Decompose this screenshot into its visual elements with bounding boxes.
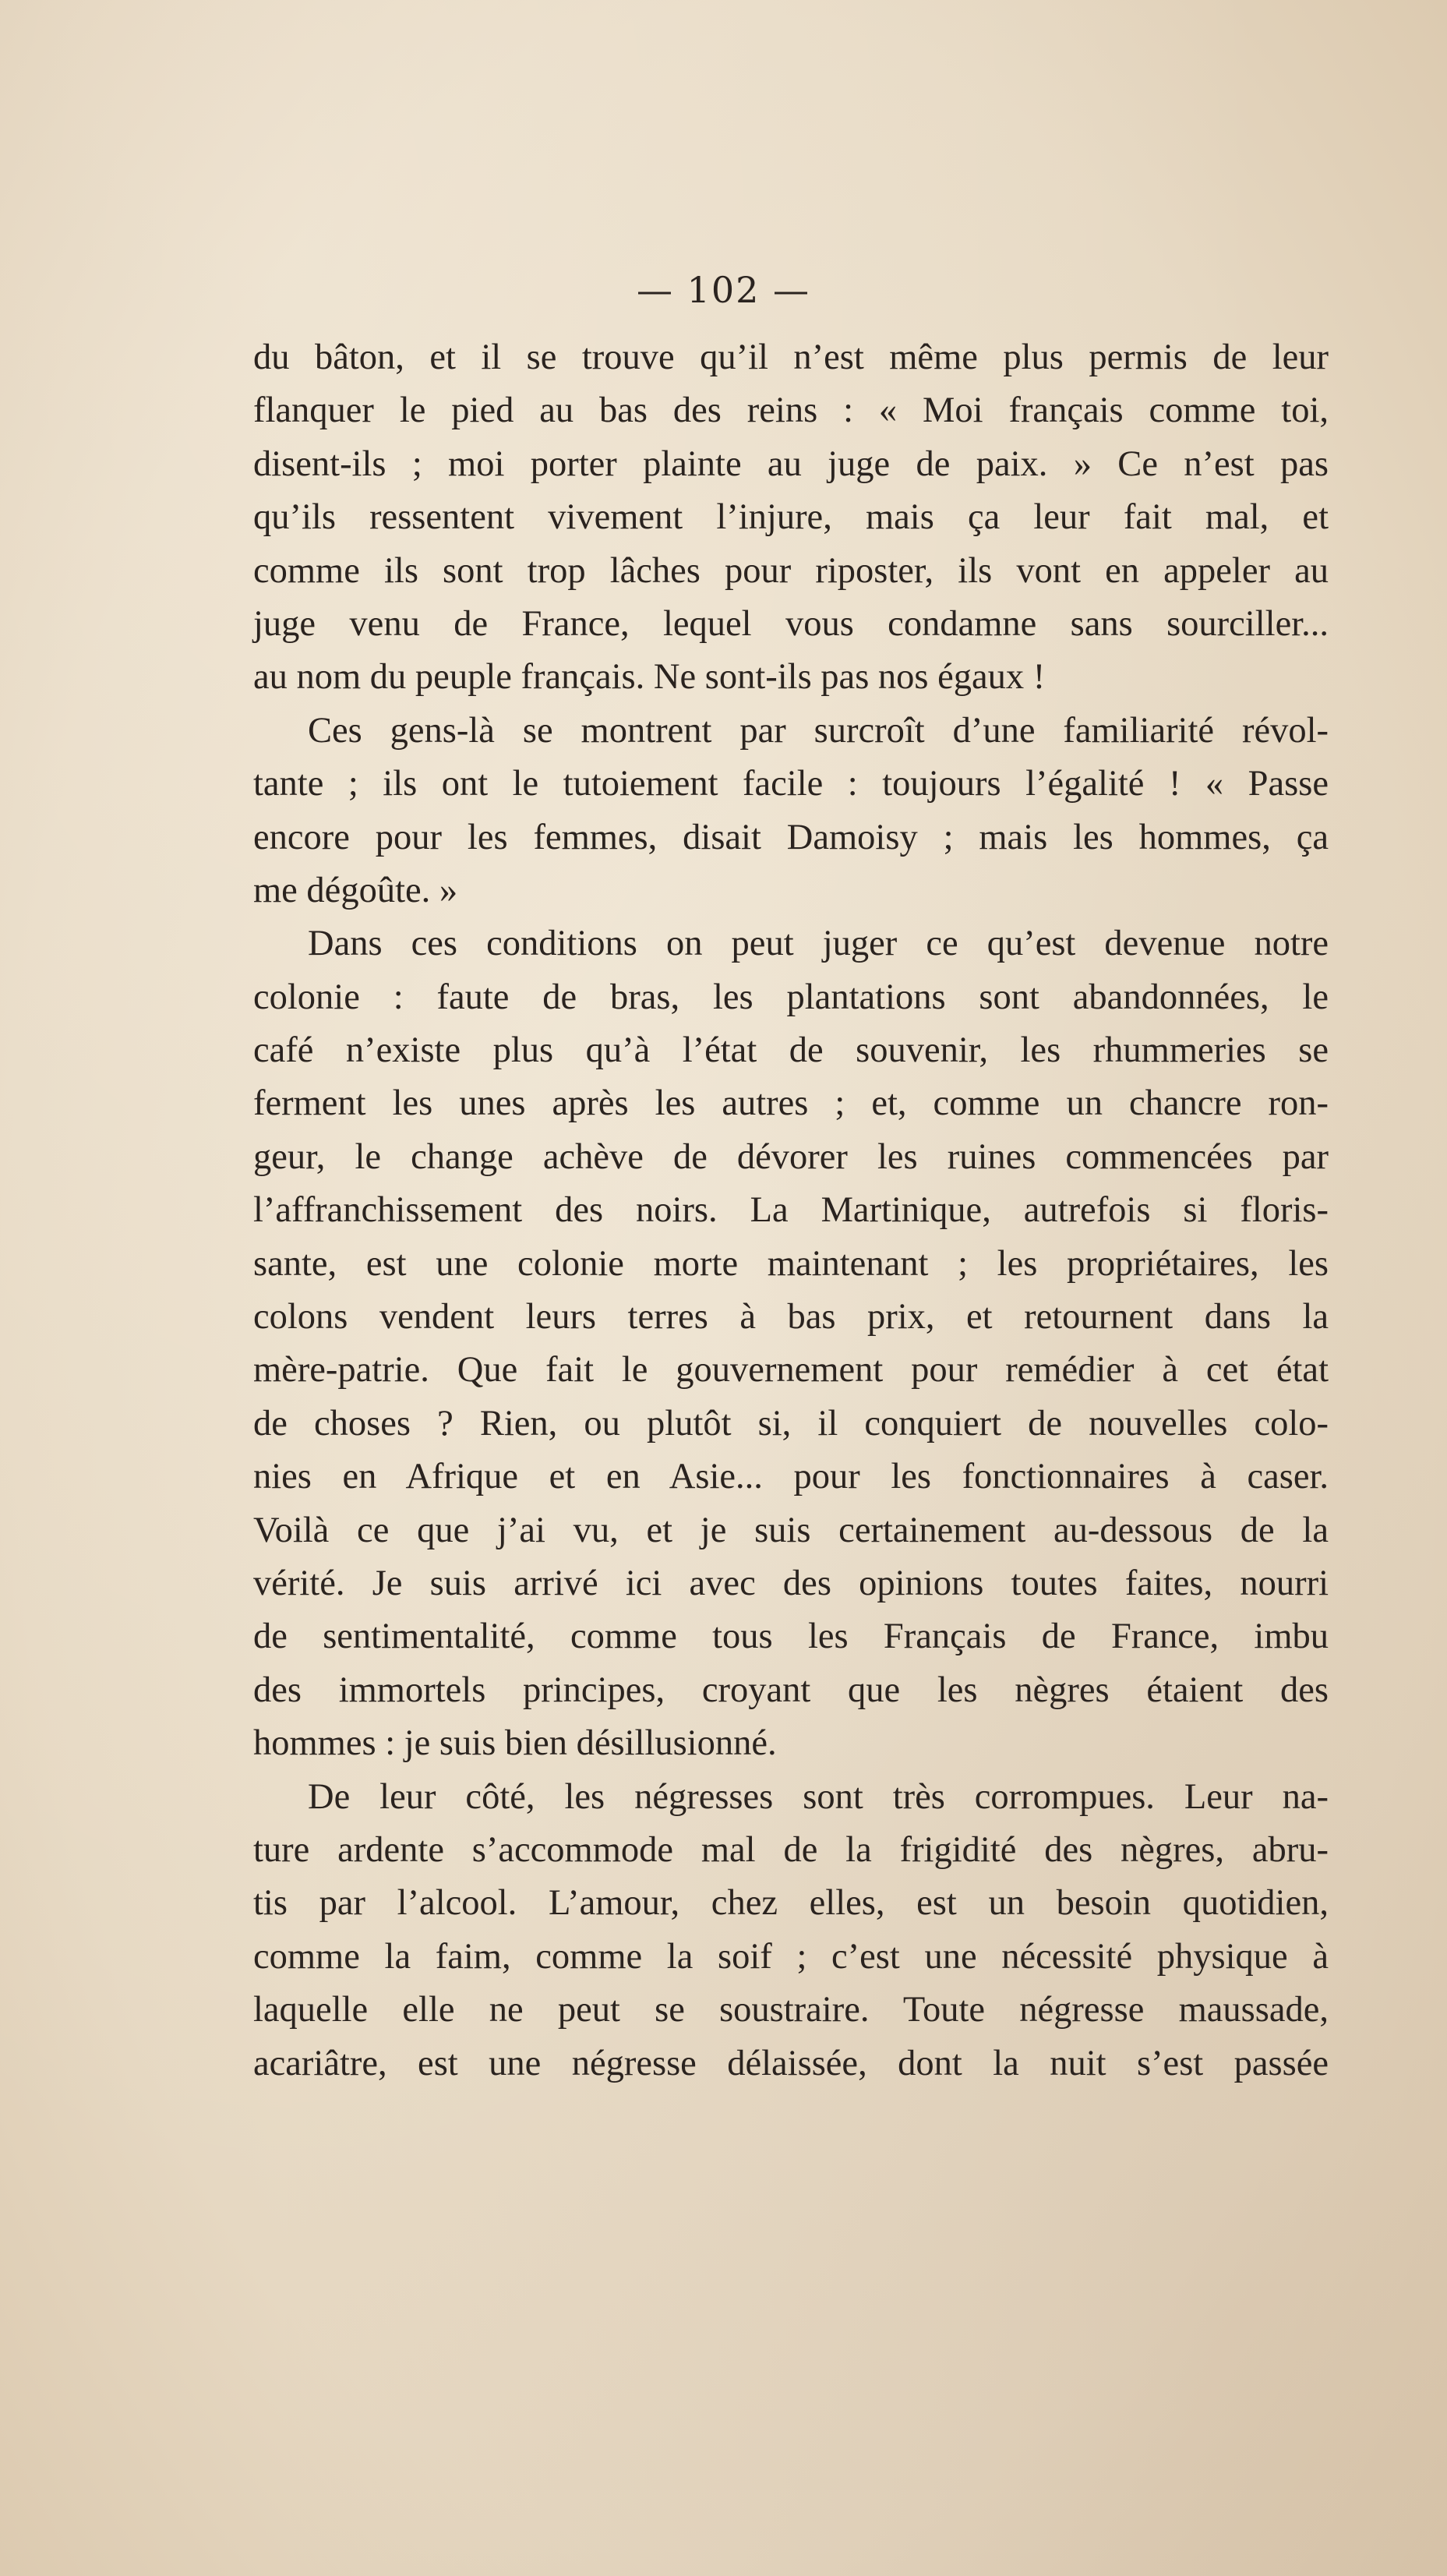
paragraph xyxy=(253,331,1329,705)
text-line: acariâtre, est une négresse délaissée, dont la nuit s’est passée xyxy=(253,2043,1329,2083)
text-line: sante, est une colonie morte maintenant ; les propriétaires, les xyxy=(253,1243,1329,1284)
text-line: comme la faim, comme la soif ; c’est une nécessité physique à xyxy=(253,1936,1329,1977)
text-line: vérité. Je suis arrivé ici avec des opinions toutes faites, nourri xyxy=(253,1563,1329,1603)
text-line: disent-ils ; moi porter plainte au juge de paix. » Ce n’est pas xyxy=(253,443,1329,484)
text-line: qu’ils ressentent vivement l’injure, mais ça leur fait mal, et xyxy=(253,497,1329,538)
text-line: tante ; ils ont le tutoiement facile : toujours l’égalité ! « Passe xyxy=(253,764,1329,804)
text-line: Ces gens-là se montrent par surcroît d’une familiarité révol- xyxy=(308,710,1329,751)
text-line: de sentimentalité, comme tous les Français de France, imbu xyxy=(253,1617,1329,1657)
paragraph xyxy=(253,705,1329,918)
text-line: Voilà ce que j’ai vu, et je suis certainement au-dessous de la xyxy=(253,1510,1329,1550)
text-line: Dans ces conditions on peut juger ce qu’est devenue notre xyxy=(308,924,1329,964)
text-line: De leur côté, les négresses sont très corrompues. Leur na- xyxy=(308,1776,1329,1817)
text-line: geur, le change achève de dévorer les ruines commencées par xyxy=(253,1136,1329,1177)
text-line: des immortels principes, croyant que les nègres étaient des xyxy=(253,1670,1329,1710)
paragraph xyxy=(253,1771,1329,2090)
text-line: juge venu de France, lequel vous condamne sans sourciller... xyxy=(253,603,1329,644)
text-line: mère-patrie. Que fait le gouvernement pour remédier à cet état xyxy=(253,1350,1329,1390)
text-line: me dégoûte. » xyxy=(253,870,458,910)
paragraph xyxy=(253,917,1329,1770)
text-line: l’affranchissement des noirs. La Martinique, autrefois si floris- xyxy=(253,1190,1329,1231)
text-line: café n’existe plus qu’à l’état de souvenir, les rhummeries se xyxy=(253,1030,1329,1071)
text-line: de choses ? Rien, ou plutôt si, il conquiert de nouvelles colo- xyxy=(253,1403,1329,1443)
text-line: nies en Afrique et en Asie... pour les fonctionnaires à caser. xyxy=(253,1457,1329,1497)
text-line: ture ardente s’accommode mal de la frigidité des nègres, abru- xyxy=(253,1829,1329,1870)
body-text xyxy=(253,331,1329,2090)
text-line: ferment les unes après les autres ; et, comme un chancre ron- xyxy=(253,1083,1329,1124)
text-line: hommes : je suis bien désillusionné. xyxy=(253,1723,777,1764)
text-line: encore pour les femmes, disait Damoisy ; mais les hommes, ça xyxy=(253,817,1329,857)
text-line: au nom du peuple français. Ne sont-ils pas nos égaux ! xyxy=(253,657,1046,698)
text-line: du bâton, et il se trouve qu’il n’est même plus permis de leur xyxy=(253,337,1329,377)
text-line: laquelle elle ne peut se soustraire. Toute négresse maussade, xyxy=(253,1990,1329,2030)
text-line: flanquer le pied au bas des reins : « Moi français comme toi, xyxy=(253,390,1329,431)
page-number: — 102 — xyxy=(636,269,811,311)
text-line: comme ils sont trop lâches pour riposter, ils vont en appeler au xyxy=(253,550,1329,591)
text-line: colonie : faute de bras, les plantations sont abandonnées, le xyxy=(253,977,1329,1017)
text-line: colons vendent leurs terres à bas prix, et retournent dans la xyxy=(253,1297,1329,1337)
text-line: tis par l’alcool. L’amour, chez elles, est un besoin quotidien, xyxy=(253,1883,1329,1924)
